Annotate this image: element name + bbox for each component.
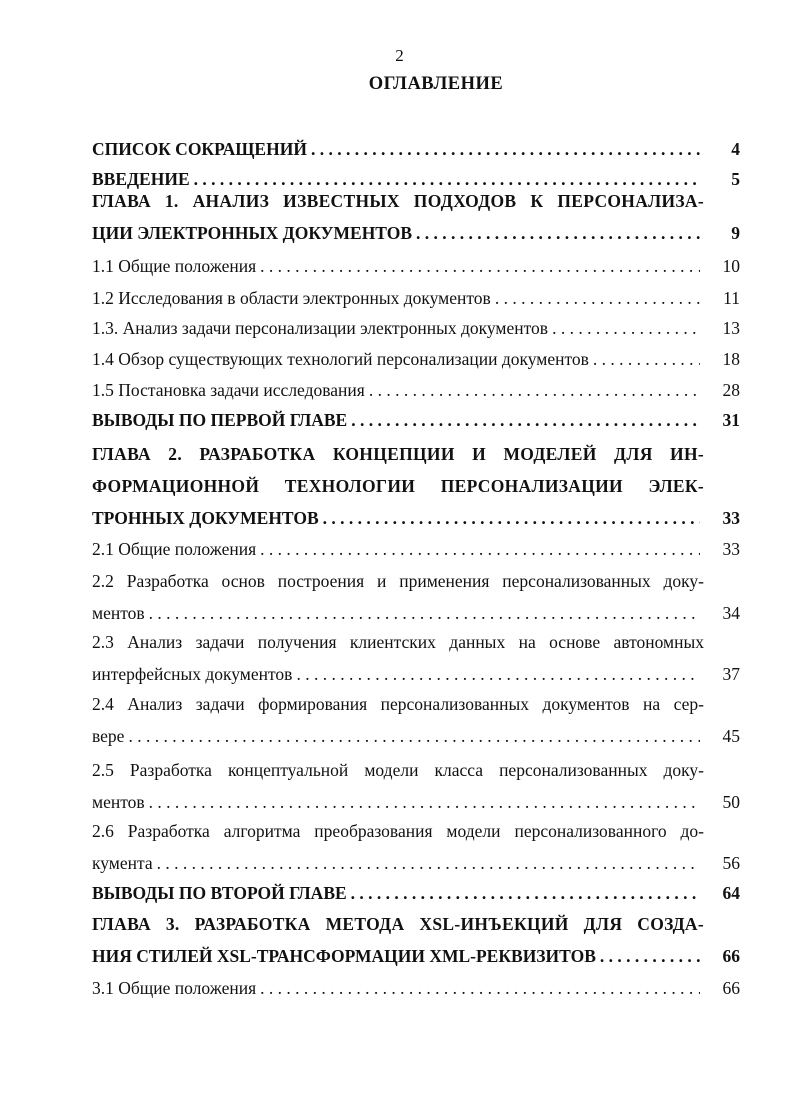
toc-entry-line: 2.2 Разработка основ построения и применения персонализованных доку- xyxy=(92,571,704,591)
toc-entry-text: 1.2 Исследования в области электронных документов xyxy=(92,288,491,308)
page-number: 2 xyxy=(395,46,404,65)
toc-entry[interactable] xyxy=(92,689,740,751)
toc-entry-line: ГЛАВА 1. АНАЛИЗ ИЗВЕСТНЫХ ПОДХОДОВ К ПЕРСОНАЛИЗА- xyxy=(92,191,704,211)
dot-leader xyxy=(128,721,700,751)
dot-leader xyxy=(260,973,700,1003)
toc-entry-page: 34 xyxy=(722,603,740,623)
toc-entry-page: 10 xyxy=(722,256,740,276)
toc-entry-page: 66 xyxy=(722,946,740,966)
toc-entry-text: ТРОННЫХ ДОКУМЕНТОВ xyxy=(92,508,319,528)
toc-entry-page: 56 xyxy=(722,853,740,873)
toc-entry-page: 45 xyxy=(722,726,740,746)
toc-entry-line: ФОРМАЦИОННОЙ ТЕХНОЛОГИИ ПЕРСОНАЛИЗАЦИИ ЭЛЕК- xyxy=(92,476,704,496)
toc-entry-line: ГЛАВА 2. РАЗРАБОТКА КОНЦЕПЦИИ И МОДЕЛЕЙ ДЛЯ ИН- xyxy=(92,444,704,464)
dot-leader xyxy=(157,848,700,878)
toc-entry-line: 2.3 Анализ задачи получения клиентских данных на основе автономных xyxy=(92,632,704,652)
toc-entry-page: 28 xyxy=(722,380,740,400)
toc-entry-page: 18 xyxy=(722,349,740,369)
toc-entry-text: ВЫВОДЫ ПО ПЕРВОЙ ГЛАВЕ xyxy=(92,410,348,430)
dot-leader xyxy=(600,941,700,971)
toc-entry[interactable] xyxy=(92,344,740,374)
toc-entry[interactable] xyxy=(92,816,740,878)
toc-entry-page: 31 xyxy=(722,410,740,430)
toc-entry-page: 11 xyxy=(723,288,740,308)
dot-leader xyxy=(369,375,700,405)
toc-entry[interactable] xyxy=(92,375,740,405)
dot-leader xyxy=(593,344,700,374)
toc-entry-line: 2.4 Анализ задачи формирования персонализованных документов на сер- xyxy=(92,694,704,714)
toc-entry[interactable] xyxy=(92,878,740,908)
toc-entry-page: 66 xyxy=(722,978,740,998)
dot-leader xyxy=(149,787,700,817)
toc-entry-page: 33 xyxy=(722,539,740,559)
toc-entry-page: 64 xyxy=(722,883,740,903)
toc-entry-text: ментов xyxy=(92,603,145,623)
toc-entry[interactable] xyxy=(92,566,740,628)
toc-entry[interactable] xyxy=(92,755,740,817)
toc-entry-page: 13 xyxy=(722,318,740,338)
toc-entry[interactable] xyxy=(92,405,740,435)
toc-entry-text: НИЯ СТИЛЕЙ XSL-ТРАНСФОРМАЦИИ XML-РЕКВИЗИТОВ xyxy=(92,946,596,966)
toc-entry[interactable] xyxy=(92,909,740,971)
toc-entry-text: интерфейсных документов xyxy=(92,664,293,684)
toc-entry[interactable] xyxy=(92,313,740,343)
toc-entry[interactable] xyxy=(92,534,740,564)
toc-entry-text: кумента xyxy=(92,853,153,873)
dot-leader xyxy=(552,313,700,343)
toc-entry[interactable] xyxy=(92,134,740,164)
dot-leader xyxy=(260,534,700,564)
dot-leader xyxy=(260,251,700,281)
toc-entry-text: 1.1 Общие положения xyxy=(92,256,257,276)
toc-title: ОГЛАВЛЕНИЕ xyxy=(368,74,504,94)
toc-entry-page: 4 xyxy=(731,139,740,159)
toc-entry-line: 2.5 Разработка концептуальной модели класса персонализованных доку- xyxy=(92,760,704,780)
dot-leader xyxy=(416,218,700,248)
toc-entry-text: 3.1 Общие положения xyxy=(92,978,257,998)
toc-entry[interactable] xyxy=(92,251,740,281)
toc-entry-text: 1.4 Обзор существующих технологий персонализации документов xyxy=(92,349,589,369)
dot-leader xyxy=(149,598,700,628)
toc-entry-page: 50 xyxy=(722,792,740,812)
dot-leader xyxy=(311,134,700,164)
toc-entry-text: 1.3. Анализ задачи персонализации электронных документов xyxy=(92,318,549,338)
toc-entry-line: 2.6 Разработка алгоритма преобразования модели персонализованного до- xyxy=(92,821,704,841)
toc-entry-text: вере xyxy=(92,726,125,746)
toc-entry-page: 33 xyxy=(722,508,740,528)
dot-leader xyxy=(351,405,700,435)
toc-entry-text: ВВЕДЕНИЕ xyxy=(92,169,190,189)
dot-leader xyxy=(495,283,700,313)
toc-entry[interactable] xyxy=(92,439,740,533)
toc-entry-page: 5 xyxy=(731,169,740,189)
toc-entry-text: СПИСОК СОКРАЩЕНИЙ xyxy=(92,139,307,159)
toc-entry-text: 1.5 Постановка задачи исследования xyxy=(92,380,365,400)
toc-entry[interactable] xyxy=(92,627,740,689)
toc-entry[interactable] xyxy=(92,283,740,313)
toc-entry-line: ГЛАВА 3. РАЗРАБОТКА МЕТОДА XSL-ИНЪЕКЦИЙ ДЛЯ СОЗДА- xyxy=(92,914,704,934)
dot-leader xyxy=(323,503,700,533)
toc-entry-text: ЦИИ ЭЛЕКТРОННЫХ ДОКУМЕНТОВ xyxy=(92,223,413,243)
dot-leader xyxy=(296,659,700,689)
toc-entry-text: 2.1 Общие положения xyxy=(92,539,257,559)
toc-entry-text: ВЫВОДЫ ПО ВТОРОЙ ГЛАВЕ xyxy=(92,883,347,903)
toc-entry[interactable] xyxy=(92,186,740,248)
toc-entry-page: 9 xyxy=(731,223,740,243)
dot-leader xyxy=(351,878,700,908)
toc-entry[interactable] xyxy=(92,973,740,1003)
toc-entry-page: 37 xyxy=(722,664,740,684)
toc-entry-text: ментов xyxy=(92,792,145,812)
